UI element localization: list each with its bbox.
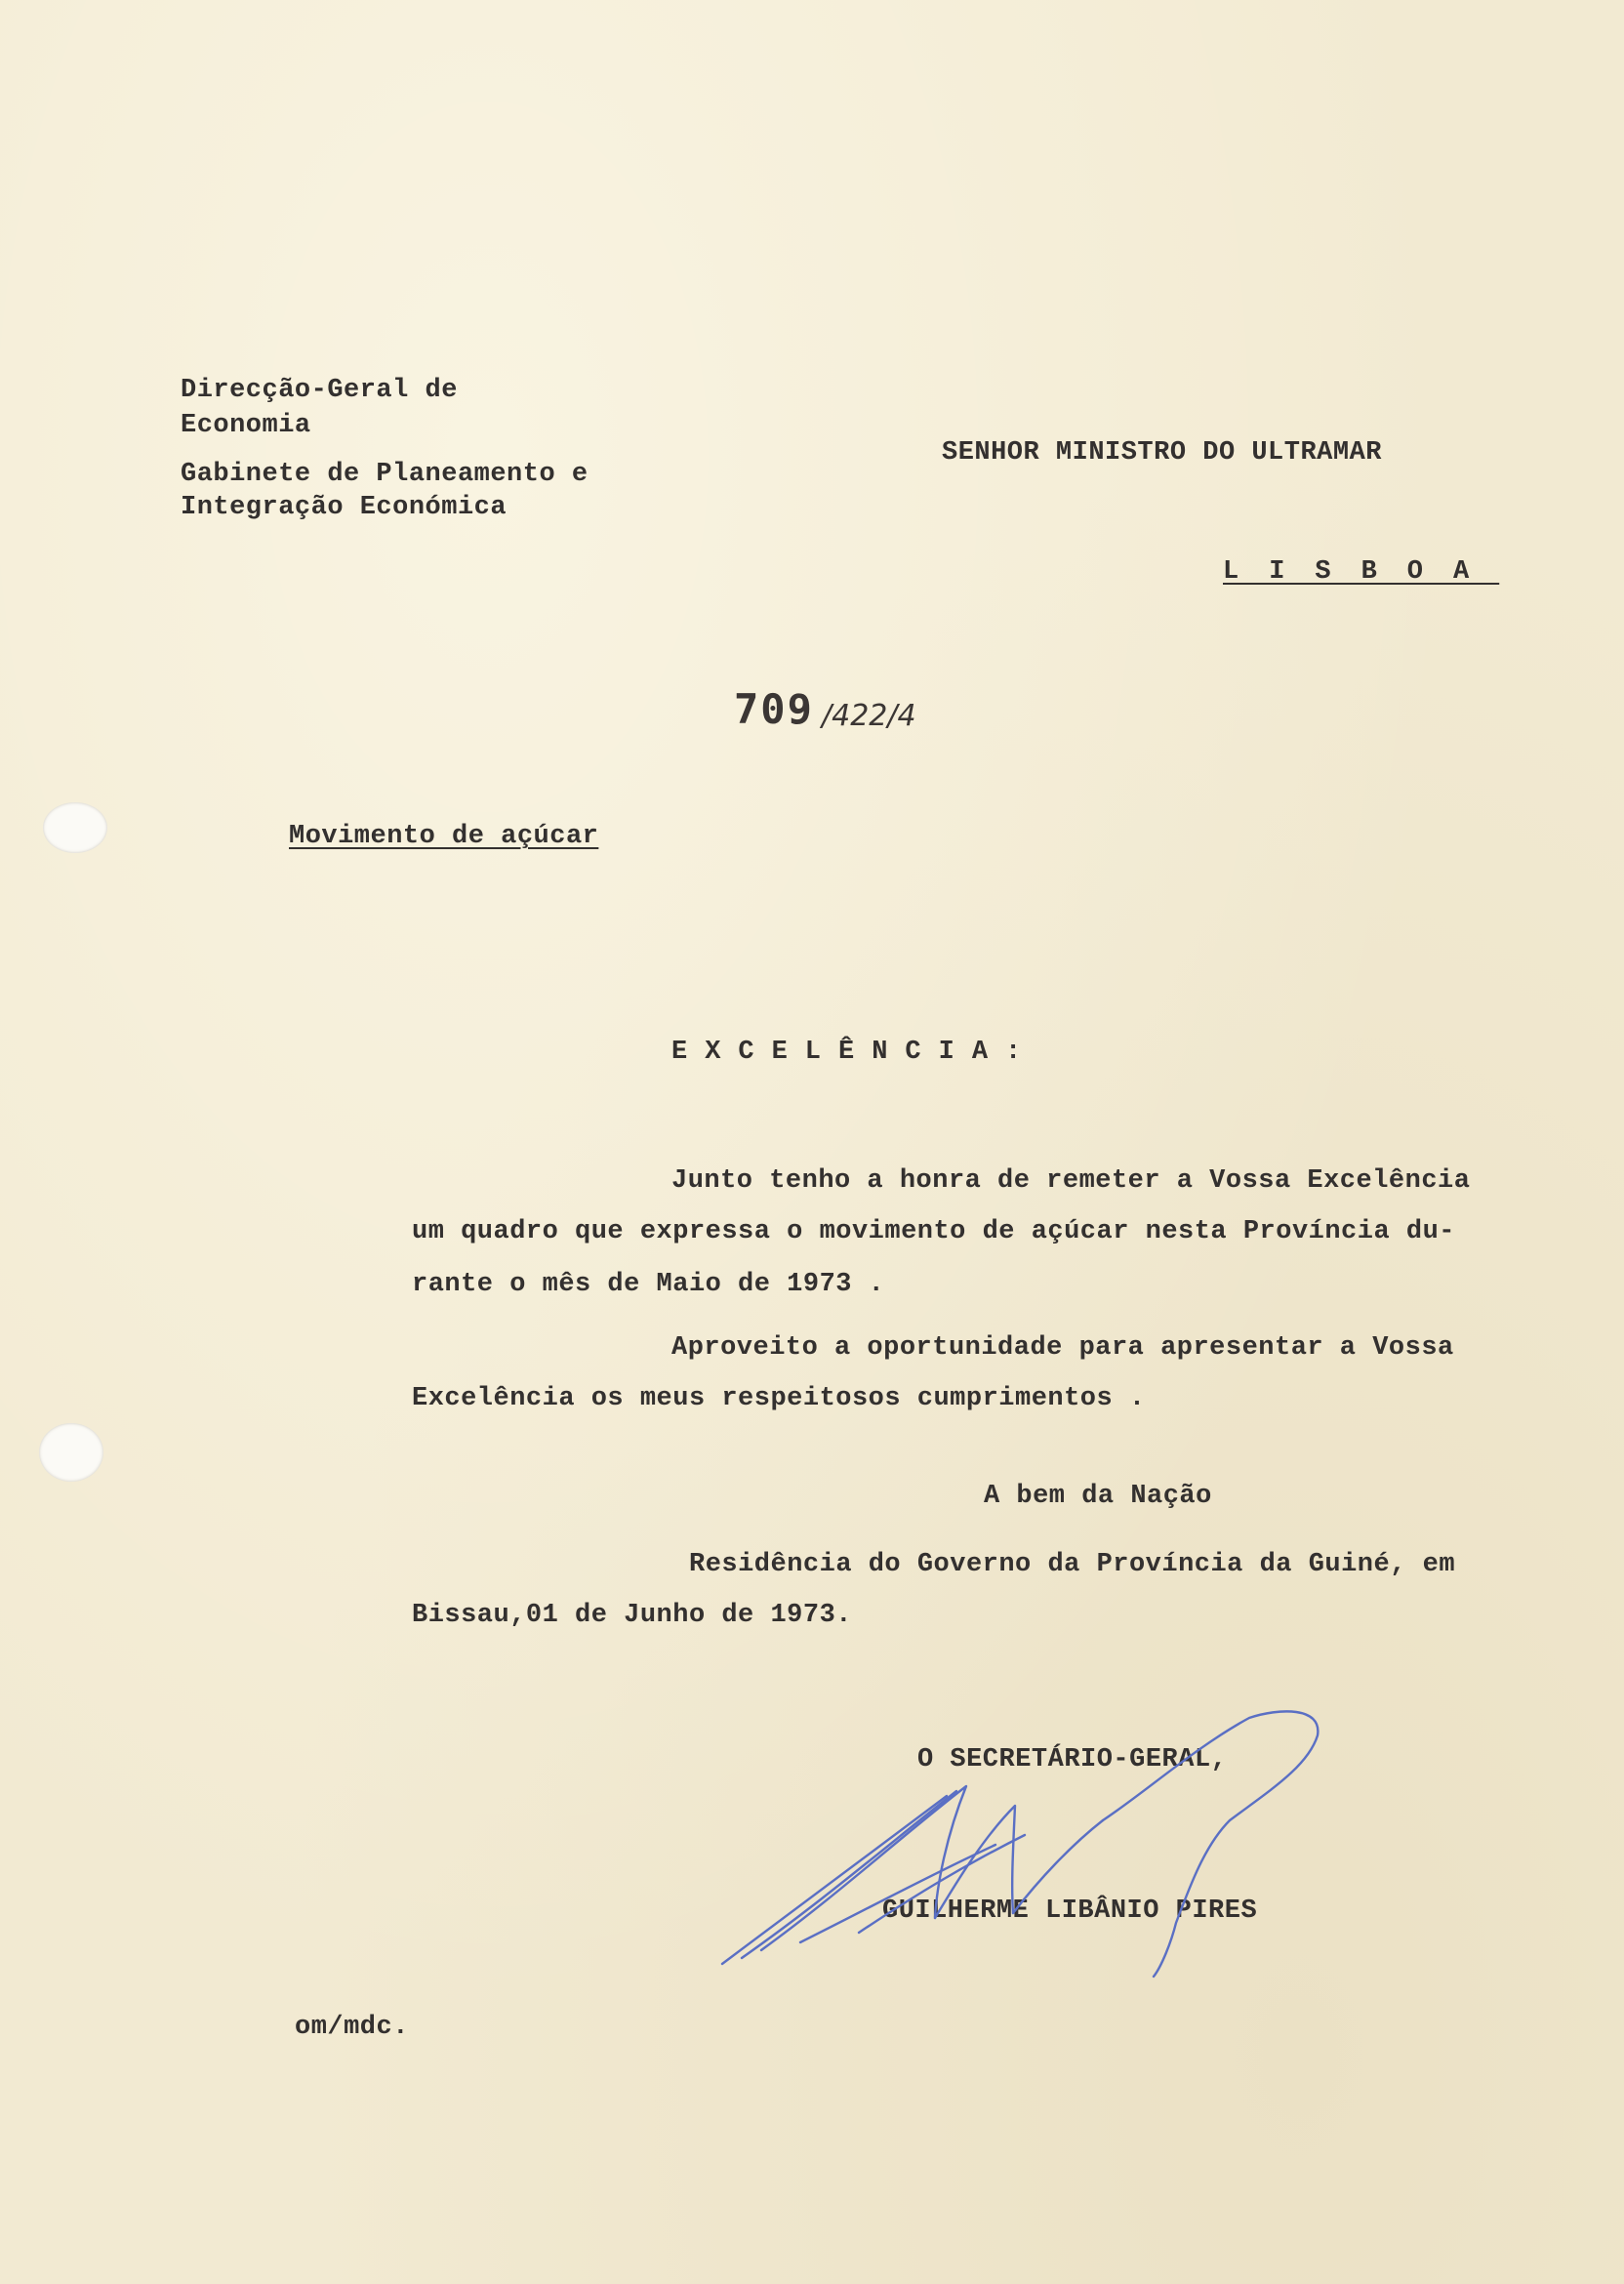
typist-initials: om/mdc.	[295, 2013, 409, 2042]
body-paragraph-1-line-1: Junto tenho a honra de remeter a Vossa Excelência	[671, 1166, 1471, 1196]
handwritten-signature	[703, 1689, 1347, 1981]
closing-motto: A bem da Nação	[984, 1482, 1212, 1511]
signatory-title: O SECRETÁRIO-GERAL,	[917, 1745, 1228, 1774]
body-paragraph-2-line-1: Aproveito a oportunidade para apresentar a Vossa	[671, 1333, 1454, 1363]
closing-place-line-2: Bissau,01 de Junho de 1973.	[412, 1601, 852, 1630]
signatory-name: GUILHERME LIBÂNIO PIRES	[882, 1897, 1258, 1926]
reference-code: /422/4	[822, 699, 916, 733]
salutation: EXCELÊNCIA:	[671, 1038, 1039, 1067]
closing-place-line-1: Residência do Governo da Província da Guiné, em	[689, 1550, 1456, 1579]
subject: Movimento de açúcar	[289, 822, 599, 851]
body-paragraph-1-line-3: rante o mês de Maio de 1973 .	[412, 1270, 885, 1299]
recipient-city: LISBOA	[1223, 557, 1500, 587]
sender-line-1: Direcção-Geral de	[181, 376, 458, 405]
sender-line-4: Integração Económica	[181, 493, 508, 522]
recipient: SENHOR MINISTRO DO ULTRAMAR	[942, 438, 1382, 468]
punch-hole-top	[43, 802, 107, 853]
body-paragraph-2-line-2: Excelência os meus respeitosos cumprimentos .	[412, 1384, 1146, 1413]
body-paragraph-1-line-2: um quadro que expressa o movimento de açúcar nesta Província du-	[412, 1217, 1455, 1246]
reference-number: 709	[734, 685, 814, 733]
punch-hole-bottom	[39, 1423, 103, 1482]
sender-line-2: Economia	[181, 411, 311, 440]
sender-line-3: Gabinete de Planeamento e	[181, 460, 589, 489]
